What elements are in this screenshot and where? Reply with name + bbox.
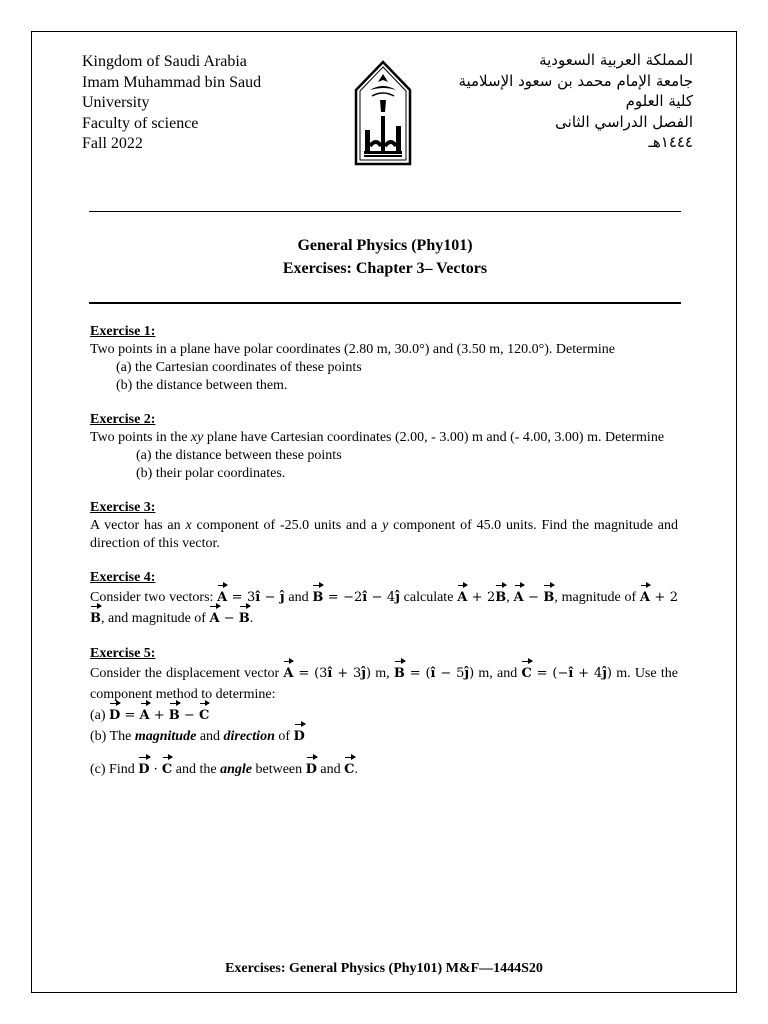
exercise-5-part-b: (b) The magnitude and direction of D — [90, 726, 678, 747]
exercise-5-part-c: (c) Find D · C and the angle between D and C. — [90, 759, 678, 780]
exercise-5-text: Consider the displacement vector A = (3î + 3ĵ) m, B = (î − 5ĵ) m, and C = (−î + 4ĵ) m. Use the component method to determine: — [90, 663, 678, 705]
exercise-5-title: Exercise 5: — [90, 646, 156, 661]
exercise-3-title: Exercise 3: — [90, 500, 156, 515]
exercise-3 — [90, 499, 678, 553]
exercise-2-part-a: (a) the distance between these points — [136, 448, 342, 463]
chapter-title: Exercises: Chapter 3– Vectors — [282, 260, 488, 277]
title-divider — [89, 302, 681, 304]
exercise-1 — [90, 323, 678, 395]
exercise-2-part-b: (b) their polar coordinates. — [136, 466, 286, 481]
header-arabic — [458, 50, 693, 153]
header-english — [82, 52, 261, 155]
page-footer: Exercises: General Physics (Phy101) M&F—1444S20 — [225, 961, 543, 976]
exercise-1-part-b: (b) the distance between them. — [116, 378, 288, 393]
exercise-4 — [90, 569, 678, 629]
header-arabic-term: الفصل الدراسي الثانى — [555, 112, 693, 131]
exercise-1-part-a: (a) the Cartesian coordinates of these points — [116, 360, 362, 375]
header-university-1: Imam Muhammad bin Saud — [82, 73, 262, 91]
exercise-3-text: A vector has an x component of -25.0 units and a y component of 45.0 units. Find the magnitude and direction of this vector. — [90, 518, 679, 551]
header-arabic-year: ١٤٤٤هـ — [648, 133, 693, 151]
header-arabic-country: المملكة العربية السعودية — [539, 51, 693, 69]
header-university-2: University — [82, 94, 150, 111]
university-seal-icon — [352, 60, 414, 168]
course-title: General Physics (Phy101) — [297, 237, 473, 254]
exercise-4-title: Exercise 4: — [90, 570, 156, 585]
exercise-2-text: Two points in the xy plane have Cartesian coordinates (2.00, - 3.00) m and (- 4.00, 3.00) m. Determine — [90, 430, 665, 445]
exercise-list — [90, 323, 678, 796]
header-arabic-faculty: كلية العلوم — [625, 92, 693, 110]
exercise-2-title: Exercise 2: — [90, 412, 156, 427]
header-country: Kingdom of Saudi Arabia — [82, 53, 247, 70]
exercise-1-title: Exercise 1: — [90, 324, 156, 339]
header-arabic-university: جامعة الإمام محمد بن سعود الإسلامية — [458, 71, 693, 90]
top-divider — [89, 211, 681, 212]
exercise-4-text: Consider two vectors: A = 3î − ĵ and B = −2î − 4ĵ calculate A + 2B, A − B, magnitude of A + 2B, and magnitude of A − B. — [90, 587, 678, 629]
header-term: Fall 2022 — [82, 135, 143, 152]
exercise-2 — [90, 411, 678, 483]
header-faculty: Faculty of science — [82, 114, 199, 132]
exercise-5 — [90, 645, 678, 780]
exercise-1-text: Two points in a plane have polar coordinates (2.80 m, 30.0°) and (3.50 m, 120.0°). Determine — [90, 342, 615, 357]
exercise-5-part-a: (a) D = A + B − C — [90, 705, 678, 726]
